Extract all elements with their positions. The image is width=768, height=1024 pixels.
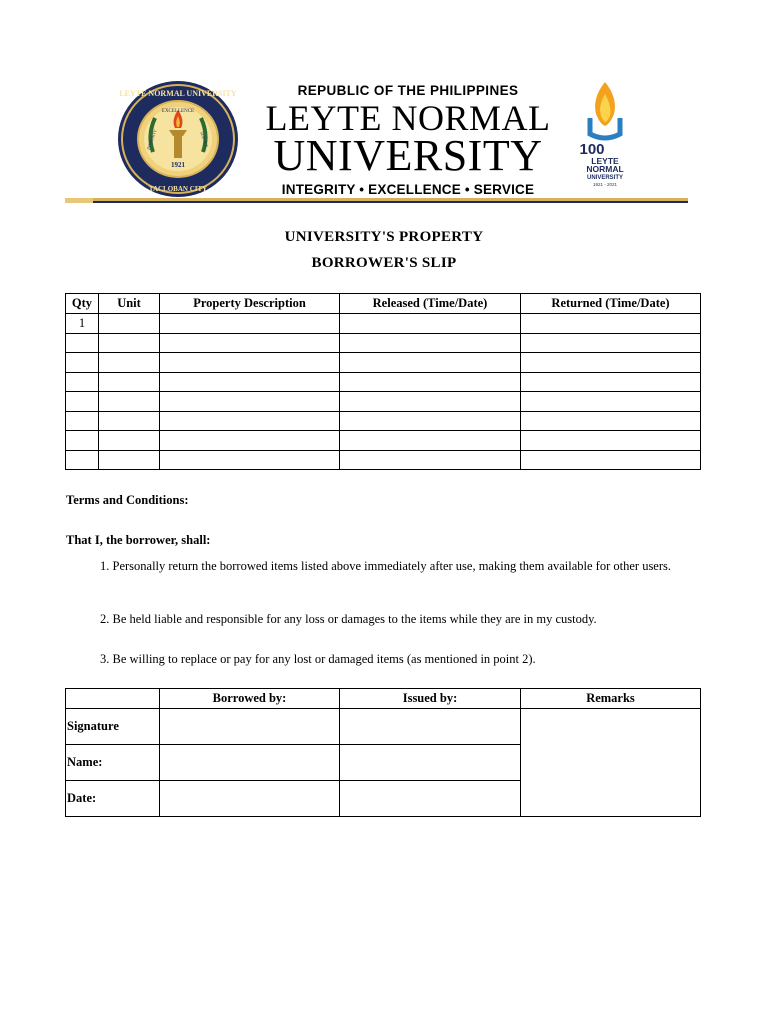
table-row [66,353,701,373]
cell-qty[interactable] [66,353,99,373]
cell-unit[interactable] [99,372,160,392]
cell-qty[interactable] [66,372,99,392]
cell-qty[interactable]: 1 [66,314,99,334]
row-label-name: Name: [66,745,160,781]
borrower-date-field[interactable] [160,781,340,817]
items-table [65,293,701,470]
column-header-issued-by: Issued by: [340,689,521,709]
cell-qty[interactable] [66,333,99,353]
header-divider-navy [65,201,688,203]
cell-returned[interactable] [521,411,701,431]
cell-description[interactable] [160,450,340,470]
seal-year: 1921 [171,161,185,169]
seal-ring-text: LEYTE NORMAL UNIVERSITY [119,89,237,98]
centennial-line3: UNIVERSITY [586,175,624,181]
centennial-line2: NORMAL [586,164,624,174]
cell-description[interactable] [160,392,340,412]
cell-returned[interactable] [521,314,701,334]
cell-description[interactable] [160,333,340,353]
terms-heading: Terms and Conditions: [66,493,189,507]
cell-released[interactable] [340,411,521,431]
table-row [66,314,701,334]
borrower-name-field[interactable] [160,745,340,781]
issuer-name-field[interactable] [340,745,521,781]
cell-unit[interactable] [99,353,160,373]
cell-released[interactable] [340,431,521,451]
column-header-description: Property Description [160,294,340,314]
cell-returned[interactable] [521,392,701,412]
seal-inner-right: SERVICE [199,130,210,149]
borrower-signature-field[interactable] [160,709,340,745]
cell-released[interactable] [340,353,521,373]
column-header-remarks: Remarks [521,689,701,709]
centennial-number: 100 [579,141,605,158]
table-row [66,709,701,745]
cell-returned[interactable] [521,431,701,451]
cell-qty[interactable] [66,450,99,470]
column-header-returned: Returned (Time/Date) [521,294,701,314]
cell-description[interactable] [160,314,340,334]
term-item-1: 1. Personally return the borrowed items listed above immediately after use, making them available for other users. [100,559,672,573]
remarks-field[interactable] [521,709,701,817]
items-table-header-row [66,294,701,314]
university-name-line1: LEYTE NORMAL [265,98,551,138]
header-divider-accent [65,198,93,203]
column-header-released: Released (Time/Date) [340,294,521,314]
cell-returned[interactable] [521,353,701,373]
cell-unit[interactable] [99,314,160,334]
table-row [66,431,701,451]
table-row [66,372,701,392]
cell-qty[interactable] [66,411,99,431]
table-row [66,392,701,412]
document-subtitle: BORROWER'S SLIP [311,255,457,271]
column-header-qty: Qty [66,294,99,314]
column-header-unit: Unit [99,294,160,314]
signature-table [65,688,701,817]
university-name-line2: UNIVERSITY [273,131,543,180]
cell-released[interactable] [340,314,521,334]
term-item-2: 2. Be held liable and responsible for any loss or damages to the items while they are in my custody. [100,612,597,626]
document-title: UNIVERSITY'S PROPERTY [284,229,484,245]
seal-inner-top: EXCELLENCE [161,109,195,114]
cell-released[interactable] [340,392,521,412]
seal-bottom-text: TACLOBAN CITY [148,185,208,193]
university-seal-icon [117,80,239,198]
cell-description[interactable] [160,431,340,451]
term-item-3: 3. Be willing to replace or pay for any lost or damaged items (as mentioned in point 2). [100,652,536,666]
issuer-date-field[interactable] [340,781,521,817]
seal-inner-left: INTEGRITY [145,128,158,151]
centennial-logo-icon [574,78,636,188]
cell-unit[interactable] [99,431,160,451]
cell-returned[interactable] [521,333,701,353]
cell-unit[interactable] [99,333,160,353]
row-label-date: Date: [66,781,160,817]
cell-description[interactable] [160,353,340,373]
cell-unit[interactable] [99,411,160,431]
centennial-years: 1921 - 2021 [592,182,618,187]
cell-description[interactable] [160,411,340,431]
table-row [66,450,701,470]
signature-table-header-row [66,689,701,709]
cell-qty[interactable] [66,431,99,451]
university-motto: INTEGRITY • EXCELLENCE • SERVICE [281,182,535,197]
borrower-intro: That I, the borrower, shall: [66,533,211,547]
row-label-signature: Signature [66,709,160,745]
letterhead-text [258,80,558,197]
republic-label: REPUBLIC OF THE PHILIPPINES [297,83,519,98]
cell-released[interactable] [340,333,521,353]
cell-unit[interactable] [99,392,160,412]
letterhead [0,0,768,210]
table-row [66,411,701,431]
cell-description[interactable] [160,372,340,392]
cell-released[interactable] [340,450,521,470]
cell-returned[interactable] [521,450,701,470]
cell-unit[interactable] [99,450,160,470]
issuer-signature-field[interactable] [340,709,521,745]
column-header-blank [66,689,160,709]
centennial-line1: LEYTE [591,156,619,166]
column-header-borrowed-by: Borrowed by: [160,689,340,709]
cell-qty[interactable] [66,392,99,412]
table-row [66,333,701,353]
cell-returned[interactable] [521,372,701,392]
cell-released[interactable] [340,372,521,392]
